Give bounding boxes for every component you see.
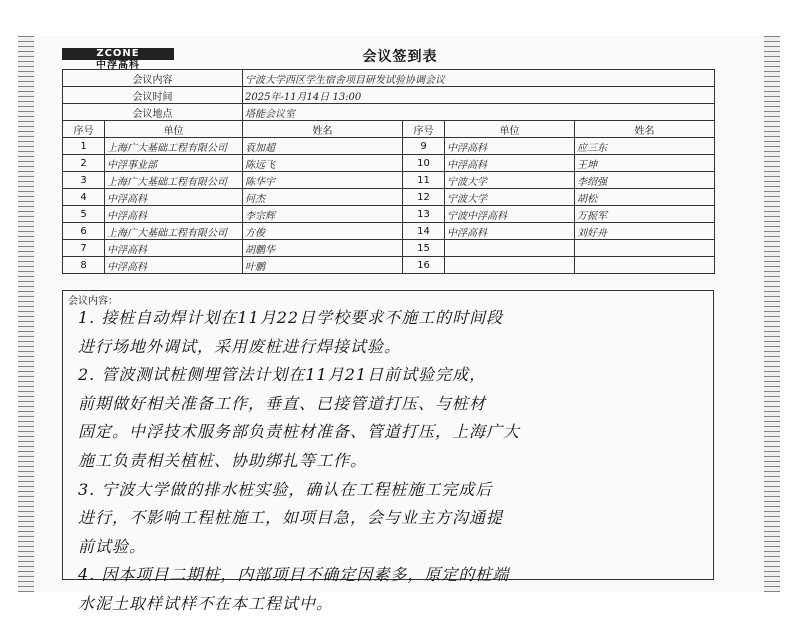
signer-name: 万振军: [575, 206, 715, 223]
meeting-minutes: [78, 304, 703, 619]
table-row: [63, 155, 715, 172]
meeting-time-label: 会议时间: [63, 87, 243, 104]
minutes-line: 2. 管波测试桩侧埋管法计划在11月21日前试验完成，: [78, 365, 487, 385]
table-row: [63, 206, 715, 223]
meeting-place-label: 会议地点: [63, 104, 243, 121]
row-number: 10: [403, 155, 445, 172]
row-number: 4: [63, 189, 105, 206]
scan-edge-right: [764, 36, 780, 592]
seq-header: 序号: [403, 121, 445, 138]
signer-name: 胡松: [575, 189, 715, 206]
row-number: 11: [403, 172, 445, 189]
name-header: 姓名: [243, 121, 403, 138]
signer-name: 李宗辉: [243, 206, 403, 223]
signer-unit: [445, 257, 575, 274]
row-number: 16: [403, 257, 445, 274]
signer-unit: 上海广大基础工程有限公司: [105, 172, 243, 189]
row-number: 2: [63, 155, 105, 172]
meeting-time-row: [63, 87, 715, 104]
minutes-line: 3. 宁波大学做的排水桩实验，确认在工程桩施工完成后: [78, 479, 493, 499]
minutes-line: 4. 因本项目二期桩，内部项目不确定因素多，原定的桩端: [78, 565, 510, 585]
unit-header: 单位: [105, 121, 243, 138]
row-number: 7: [63, 240, 105, 257]
meeting-content-row: [63, 70, 715, 87]
signer-unit: 中浮高科: [445, 223, 575, 240]
signer-unit: 中浮高科: [105, 257, 243, 274]
unit-header: 单位: [445, 121, 575, 138]
row-number: 1: [63, 138, 105, 155]
minutes-line: 前期做好相关准备工作，垂直、已接管道打压、与桩材: [78, 393, 487, 413]
document-title: 会议签到表: [362, 49, 438, 65]
row-number: 5: [63, 206, 105, 223]
table-row: [63, 240, 715, 257]
signer-name: 陈华宇: [243, 172, 403, 189]
signer-name: 应三东: [575, 138, 715, 155]
signer-unit: 上海广大基础工程有限公司: [105, 138, 243, 155]
minutes-line: 施工负责相关植桩、协助绑扎等工作。: [78, 450, 368, 470]
signer-unit: 中浮高科: [105, 240, 243, 257]
table-row: [63, 257, 715, 274]
table-row: [63, 189, 715, 206]
table-row: [63, 138, 715, 155]
signer-name: 何杰: [243, 189, 403, 206]
row-number: 15: [403, 240, 445, 257]
signer-name: 方俊: [243, 223, 403, 240]
row-number: 6: [63, 223, 105, 240]
table-row: [63, 223, 715, 240]
meeting-content-value: 宁波大学西区学生宿舍项目研发试验协调会议: [243, 70, 715, 87]
minutes-line: 水泥土取样试样不在本工程试中。: [78, 593, 334, 613]
row-number: 9: [403, 138, 445, 155]
meeting-place-row: [63, 104, 715, 121]
signer-name: 李绍强: [575, 172, 715, 189]
signer-unit: 中浮高科: [445, 155, 575, 172]
minutes-line: 1. 接桩自动焊计划在11月22日学校要求不施工的时间段: [78, 308, 504, 327]
signer-name: 胡鹏华: [243, 240, 403, 257]
signer-name: 王坤: [575, 155, 715, 172]
meeting-time-value: 2025年-11月14日 13:00: [243, 87, 715, 104]
signer-name: [575, 257, 715, 274]
name-header: 姓名: [575, 121, 715, 138]
sign-in-table: [62, 69, 715, 274]
signer-unit: [445, 240, 575, 257]
signer-unit: 宁波大学: [445, 172, 575, 189]
signer-unit: 中浮高科: [105, 189, 243, 206]
row-number: 8: [63, 257, 105, 274]
signer-name: 叶鹏: [243, 257, 403, 274]
minutes-line: 前试验。: [78, 536, 147, 556]
table-header-row: [63, 121, 715, 138]
scan-edge-left: [18, 36, 34, 592]
row-number: 13: [403, 206, 445, 223]
signer-unit: 中浮高科: [445, 138, 575, 155]
minutes-line: 进行场地外调试，采用废桩进行焊接试验。: [78, 336, 402, 356]
row-number: 12: [403, 189, 445, 206]
signer-unit: 中浮高科: [105, 206, 243, 223]
signer-unit: 宁波中浮高科: [445, 206, 575, 223]
signer-unit: 上海广大基础工程有限公司: [105, 223, 243, 240]
signer-name: 袁加超: [243, 138, 403, 155]
signer-name: [575, 240, 715, 257]
minutes-label: 会议内容：: [68, 296, 118, 307]
signer-unit: 中浮事业部: [105, 155, 243, 172]
table-row: [63, 172, 715, 189]
minutes-line: 进行，不影响工程桩施工，如项目急，会与业主方沟通提: [78, 508, 504, 528]
seq-header: 序号: [63, 121, 105, 138]
signer-unit: 宁波大学: [445, 189, 575, 206]
logo-chinese-name: 中浮高科: [96, 60, 140, 71]
row-number: 14: [403, 223, 445, 240]
logo-wordmark: ZCONE: [62, 48, 174, 60]
signer-name: 陈远飞: [243, 155, 403, 172]
meeting-place-value: 塔能会议室: [243, 104, 715, 121]
minutes-line: 固定。中浮技术服务部负责桩材准备、管道打压，上海广大: [78, 422, 521, 442]
signer-name: 刘好舟: [575, 223, 715, 240]
meeting-content-label: 会议内容: [63, 70, 243, 87]
row-number: 3: [63, 172, 105, 189]
